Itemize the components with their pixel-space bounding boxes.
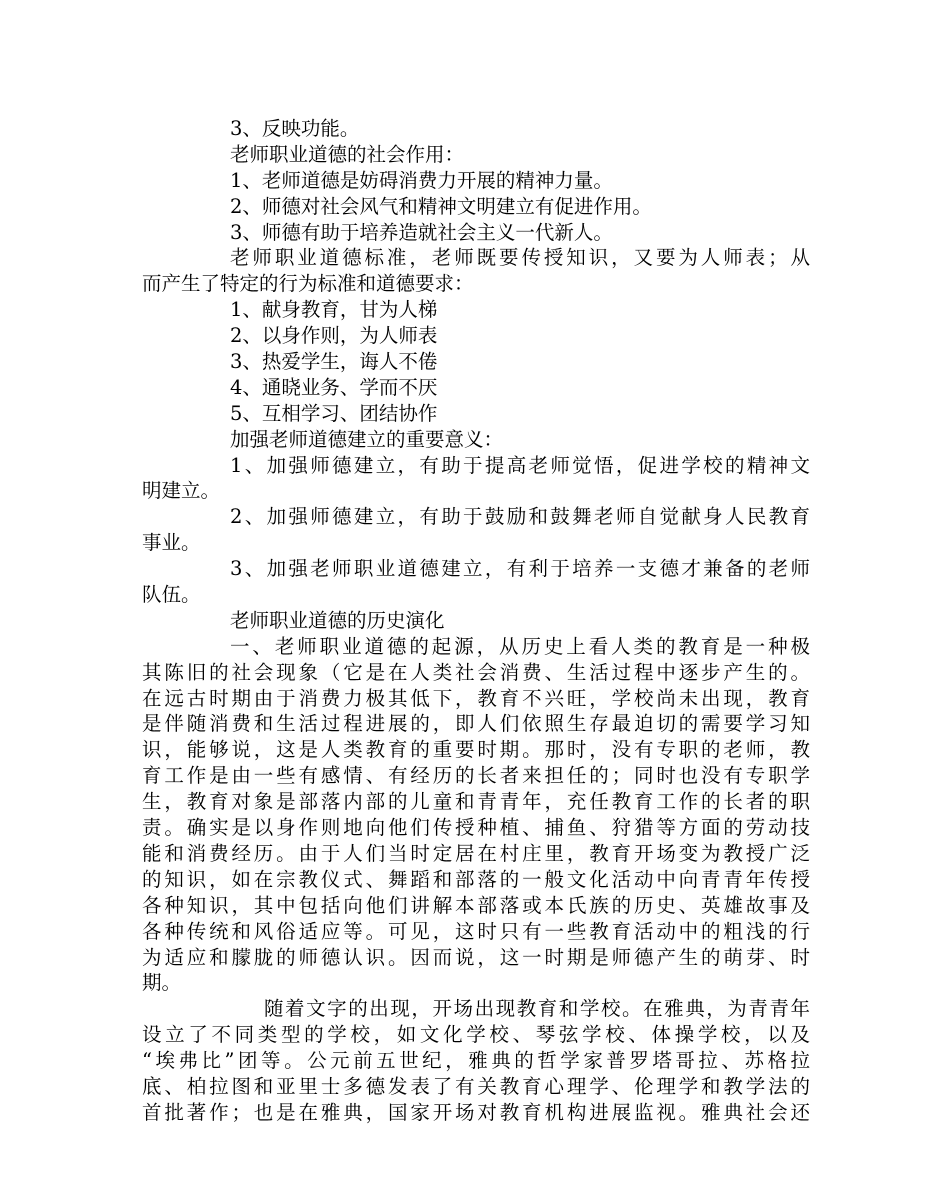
text-line: 2、师德对社会风气和精神文明建立有促进作用。 [230, 194, 652, 218]
text-line: 老师职业道德标准，老师既要传授知识，又要为人师表；从 [230, 246, 810, 270]
text-line: 设立了不同类型的学校，如文化学校、琴弦学校、体操学校，以及 [142, 1023, 810, 1047]
text-line: 识，能够说，这是人类教育的重要时期。那时，没有专职的老师，教 [142, 738, 810, 762]
text-line: 责。确实是以身作则地向他们传授种植、捕鱼、狩猎等方面的劳动技 [142, 816, 810, 840]
text-line: 1、献身教育，甘为人梯 [230, 298, 438, 322]
text-line: 的知识，如在宗教仪式、舞蹈和部落的一般文化活动中向青青年传授 [142, 867, 810, 891]
text-line: 事业。 [142, 531, 201, 555]
text-line: 能和消费经历。由于人们当时定居在村庄里，教育开场变为教授广泛 [142, 841, 810, 865]
text-line: 3、反映功能。 [230, 117, 360, 140]
text-line: 是伴随消费和生活过程进展的，即人们依照生存最迫切的需要学习知 [142, 712, 810, 736]
text-line: 老师职业道德的社会作用： [230, 142, 465, 166]
text-line: 底、柏拉图和亚里士多德发表了有关教育心理学、伦理学和教学法的 [142, 1074, 810, 1098]
text-line: 队伍。 [142, 583, 201, 607]
text-line: 各种传统和风俗适应等。可见，这时只有一些教育活动中的粗浅的行 [142, 919, 810, 943]
document-page [142, 116, 810, 1126]
text-line: 4、通晓业务、学而不厌 [230, 375, 438, 399]
text-line: 各种知识，其中包括向他们讲解本部落或本氏族的历史、英雄故事及 [142, 893, 810, 917]
text-line: 3、加强老师职业道德建立，有利于培养一支德才兼备的老师 [230, 557, 810, 581]
text-line: 2、以身作则，为人师表 [230, 324, 438, 348]
text-line: 3、师德有助于培养造就社会主义一代新人。 [230, 220, 613, 244]
text-line: 老师职业道德的历史演化 [230, 608, 445, 632]
text-line: “埃弗比”团等。公元前五世纪，雅典的哲学家普罗塔哥拉、苏格拉 [142, 1049, 810, 1073]
text-line: 5、互相学习、团结协作 [230, 401, 438, 425]
text-line: 而产生了特定的行为标准和道德要求： [142, 272, 474, 296]
text-line: 随着文字的出现，开场出现教育和学校。在雅典，为青青年 [264, 997, 810, 1021]
text-line: 1、加强师德建立，有助于提高老师觉悟，促进学校的精神文 [230, 453, 810, 477]
text-line: 生，教育对象是部落内部的儿童和青青年，充任教育工作的长者的职 [142, 790, 810, 814]
text-line: 期。 [142, 971, 182, 995]
text-line: 为适应和朦胧的师德认识。因而说，这一时期是师德产生的萌芽、时 [142, 945, 810, 969]
text-line: 育工作是由一些有感情、有经历的长者来担任的；同时也没有专职学 [142, 764, 810, 788]
text-line: 2、加强师德建立，有助于鼓励和鼓舞老师自觉献身人民教育 [230, 505, 810, 529]
text-line: 其陈旧的社会现象（它是在人类社会消费、生活过程中逐步产生的。 [142, 660, 810, 684]
text-line: 在远古时期由于消费力极其低下，教育不兴旺，学校尚未出现，教育 [142, 686, 810, 710]
text-line: 明建立。 [142, 479, 221, 503]
text-line: 加强老师道德建立的重要意义： [230, 427, 504, 451]
text-line: 一、老师职业道德的起源，从历史上看人类的教育是一种极 [230, 634, 810, 658]
text-line: 首批著作；也是在雅典，国家开场对教育机构进展监视。雅典社会还 [142, 1100, 810, 1124]
text-line: 3、热爱学生，诲人不倦 [230, 350, 438, 374]
text-line: 1、老师道德是妨碍消费力开展的精神力量。 [230, 168, 613, 192]
